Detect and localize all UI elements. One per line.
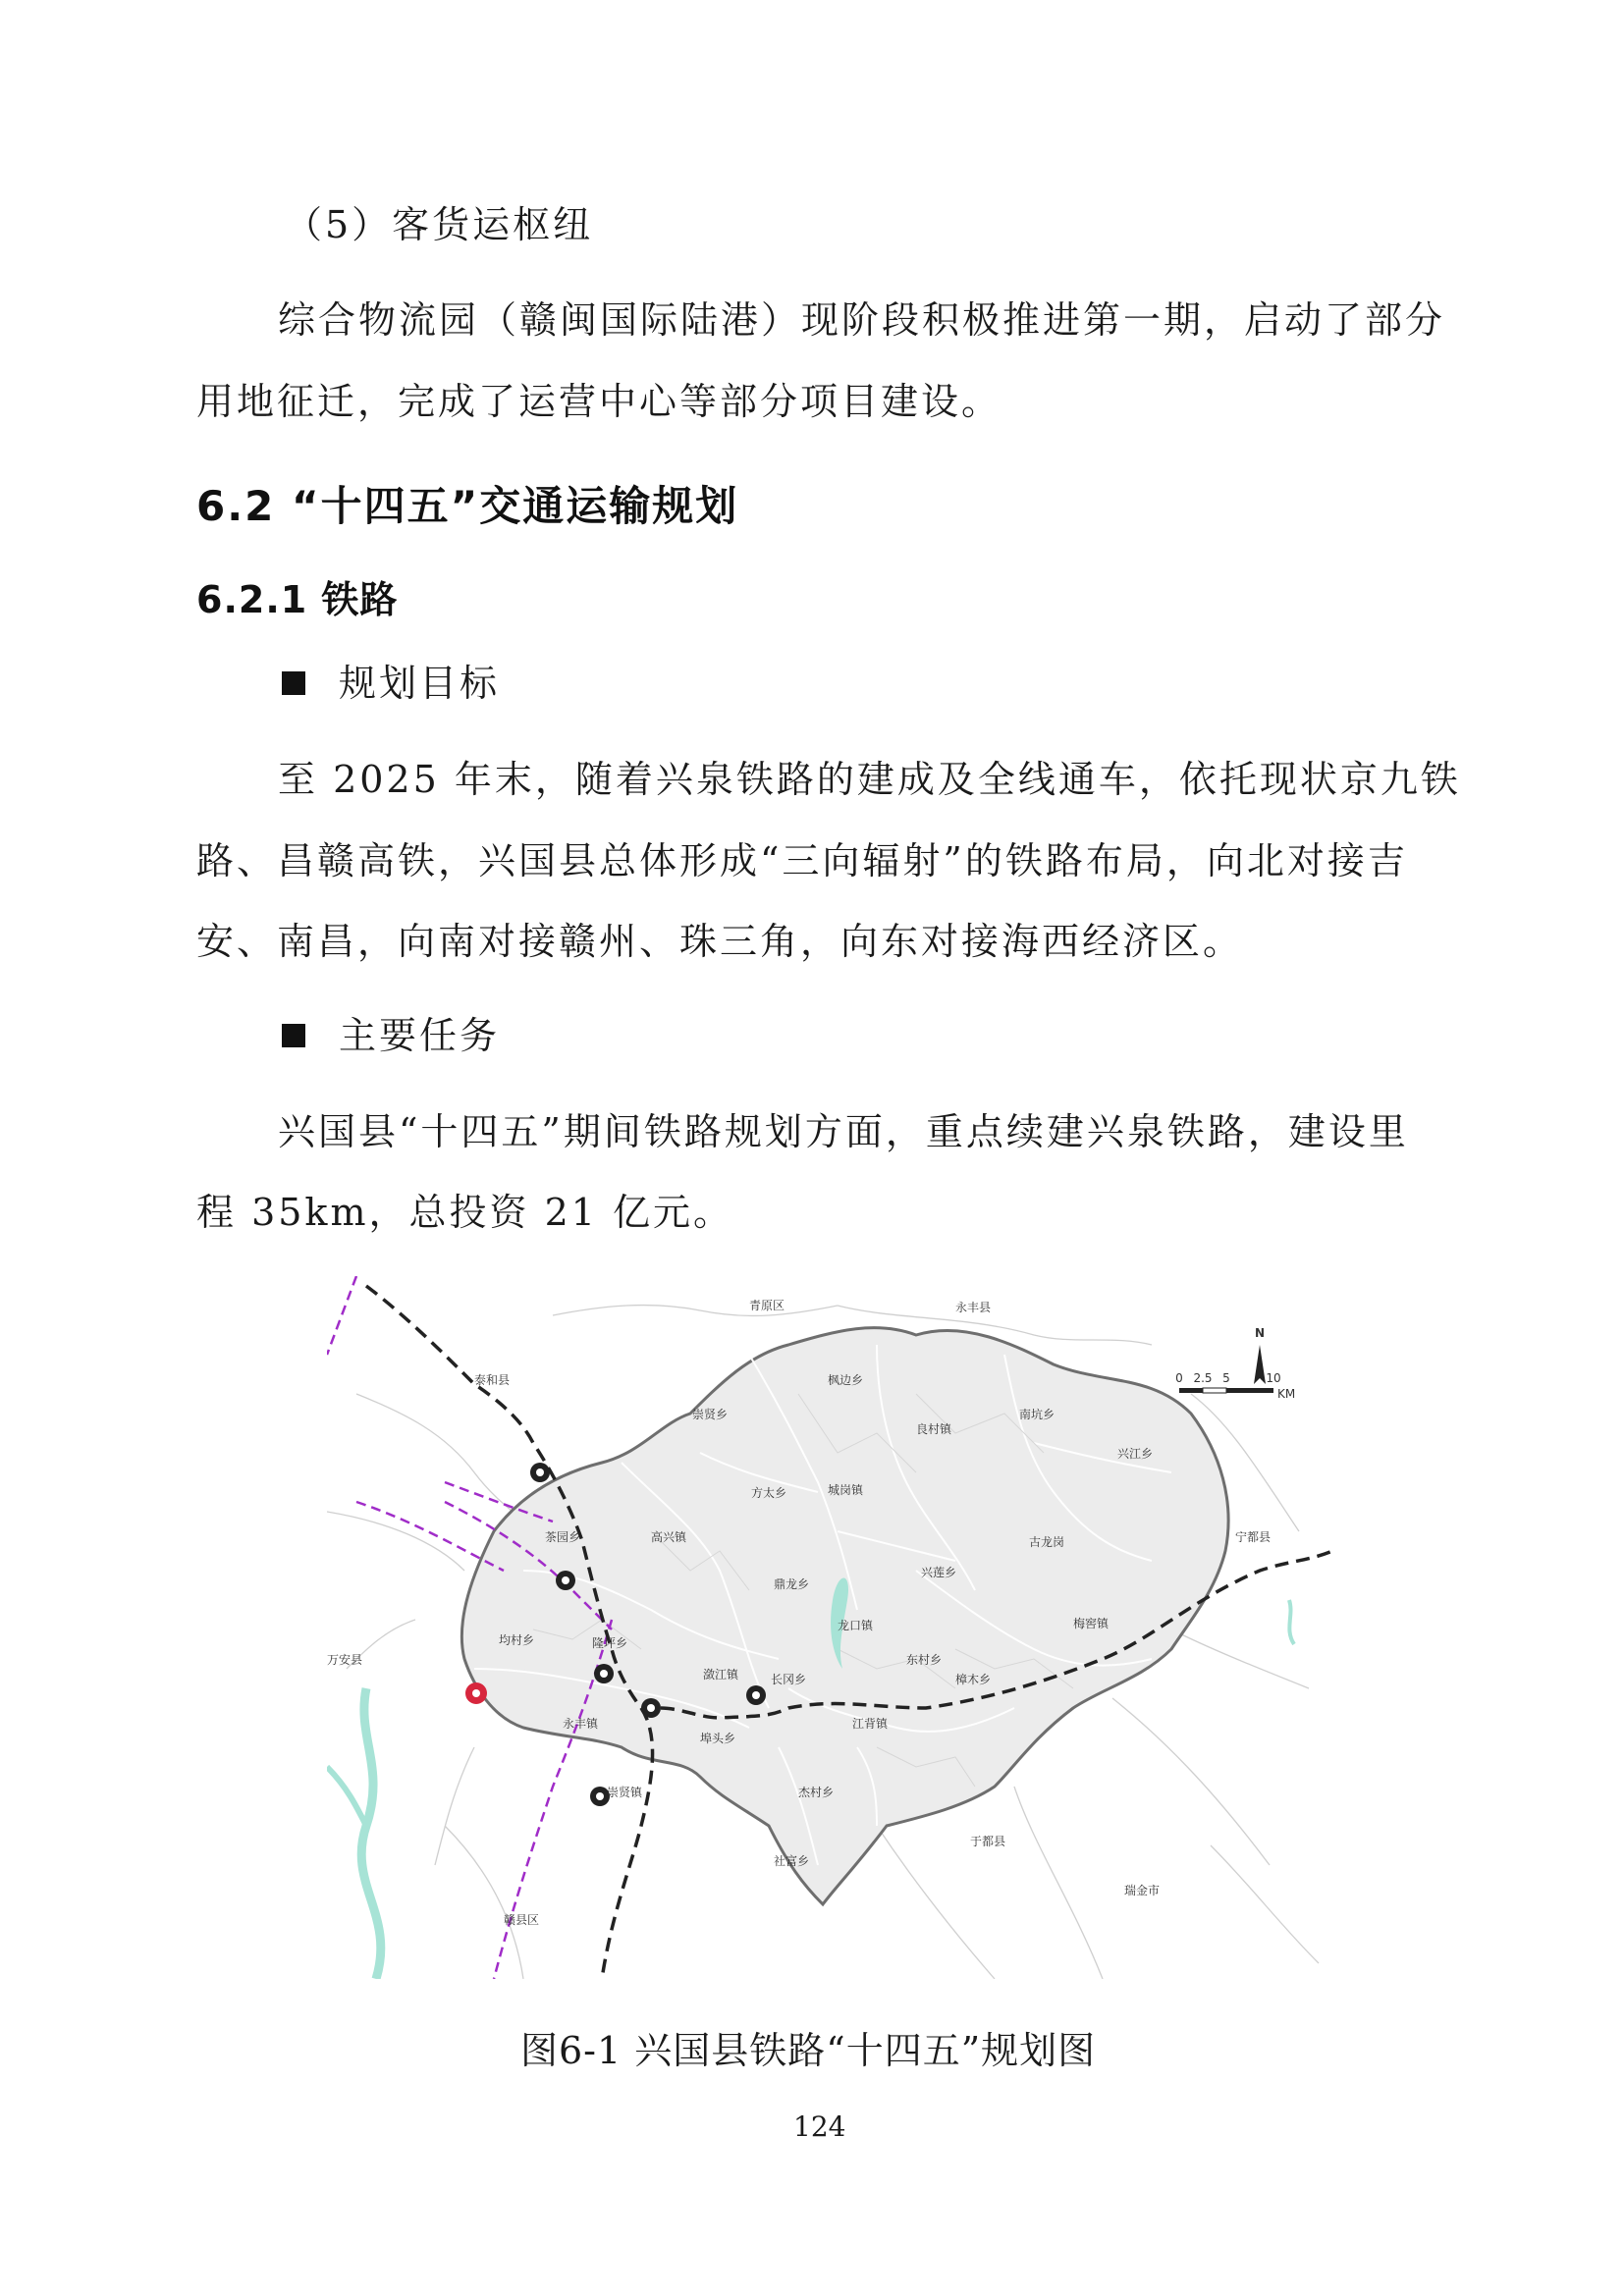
place-label: 崇贤镇: [607, 1786, 643, 1799]
place-label: 枫边乡: [828, 1373, 864, 1387]
place-label: 潋江镇: [703, 1668, 739, 1682]
north-label: N: [1254, 1326, 1266, 1340]
page-number: 124: [793, 2110, 846, 2143]
place-label: 龙口镇: [838, 1619, 874, 1632]
place-label: 南坑乡: [1019, 1408, 1056, 1421]
paragraph-1-line-1: 综合物流园（赣闽国际陆港）现阶段积极推进第一期，启动了部分: [278, 298, 1446, 342]
place-label: 樟木乡: [955, 1673, 992, 1686]
scale-tick-0: 0: [1175, 1371, 1183, 1385]
scale-tick-2: 5: [1222, 1371, 1230, 1385]
place-label: 青原区: [749, 1299, 785, 1312]
place-label: 万安县: [327, 1653, 363, 1667]
place-label: 瑞金市: [1124, 1884, 1161, 1897]
bullet-square-icon: [282, 1024, 305, 1047]
place-label: 古龙岗: [1029, 1535, 1065, 1549]
place-label: 永丰县: [955, 1301, 992, 1314]
place-label: 梅窖镇: [1073, 1617, 1110, 1630]
place-label: 方太乡: [751, 1486, 787, 1500]
bullet-label: 规划目标: [339, 662, 501, 705]
place-label: 兴江乡: [1117, 1447, 1154, 1461]
place-label: 良村镇: [916, 1422, 952, 1436]
paragraph-3-line-1: 兴国县“十四五”期间铁路规划方面，重点续建兴泉铁路，建设里: [278, 1110, 1409, 1153]
place-label: 长冈乡: [771, 1673, 807, 1686]
bullet-planning-target: [282, 662, 501, 705]
paragraph-2-line-2: 路、昌赣高铁，兴国县总体形成“三向辐射”的铁路布局，向北对接吉: [196, 839, 1408, 882]
place-label: 永丰镇: [563, 1717, 599, 1731]
place-label: 东村乡: [906, 1653, 943, 1667]
sub-heading: （5）客货运枢纽: [285, 203, 594, 246]
paragraph-3-line-2: 程 35km，总投资 21 亿元。: [196, 1191, 734, 1234]
place-label: 高兴镇: [651, 1530, 687, 1544]
place-label: 鼎龙乡: [774, 1577, 810, 1591]
place-label: 社富乡: [774, 1854, 810, 1868]
railway-plan-map: [327, 1276, 1332, 1979]
place-label: 宁都县: [1235, 1530, 1272, 1544]
place-label: 于都县: [970, 1835, 1006, 1848]
paragraph-2-line-1: 至 2025 年末，随着兴泉铁路的建成及全线通车，依托现状京九铁: [278, 758, 1461, 801]
place-label: 隆坪乡: [592, 1636, 628, 1650]
place-label: 赣县区: [504, 1913, 540, 1927]
place-label: 城岗镇: [828, 1483, 864, 1497]
bullet-main-tasks: [282, 1014, 501, 1057]
figure-caption: 图6-1 兴国县铁路“十四五”规划图: [520, 2029, 1097, 2072]
place-label: 江背镇: [852, 1717, 889, 1731]
paragraph-1-line-2: 用地征迁，完成了运营中心等部分项目建设。: [196, 380, 1002, 423]
section-heading: 6.2 “十四五”交通运输规划: [196, 482, 739, 530]
place-label: 泰和县: [474, 1373, 511, 1387]
scale-tick-1: 2.5: [1193, 1371, 1213, 1385]
place-label: 埠头乡: [700, 1732, 736, 1745]
bullet-label: 主要任务: [339, 1014, 501, 1057]
paragraph-2-line-3: 安、南昌，向南对接赣州、珠三角，向东对接海西经济区。: [196, 920, 1244, 963]
subsection-heading: 6.2.1 铁路: [196, 578, 399, 621]
place-label: 杰村乡: [798, 1786, 835, 1799]
place-label: 均村乡: [499, 1633, 535, 1647]
bullet-square-icon: [282, 671, 305, 695]
place-label: 茶园乡: [545, 1530, 581, 1544]
place-label: 崇贤乡: [692, 1408, 729, 1421]
scale-tick-3: 10: [1266, 1371, 1281, 1385]
place-label: 兴莲乡: [921, 1566, 957, 1579]
scale-unit: KM: [1277, 1387, 1296, 1401]
